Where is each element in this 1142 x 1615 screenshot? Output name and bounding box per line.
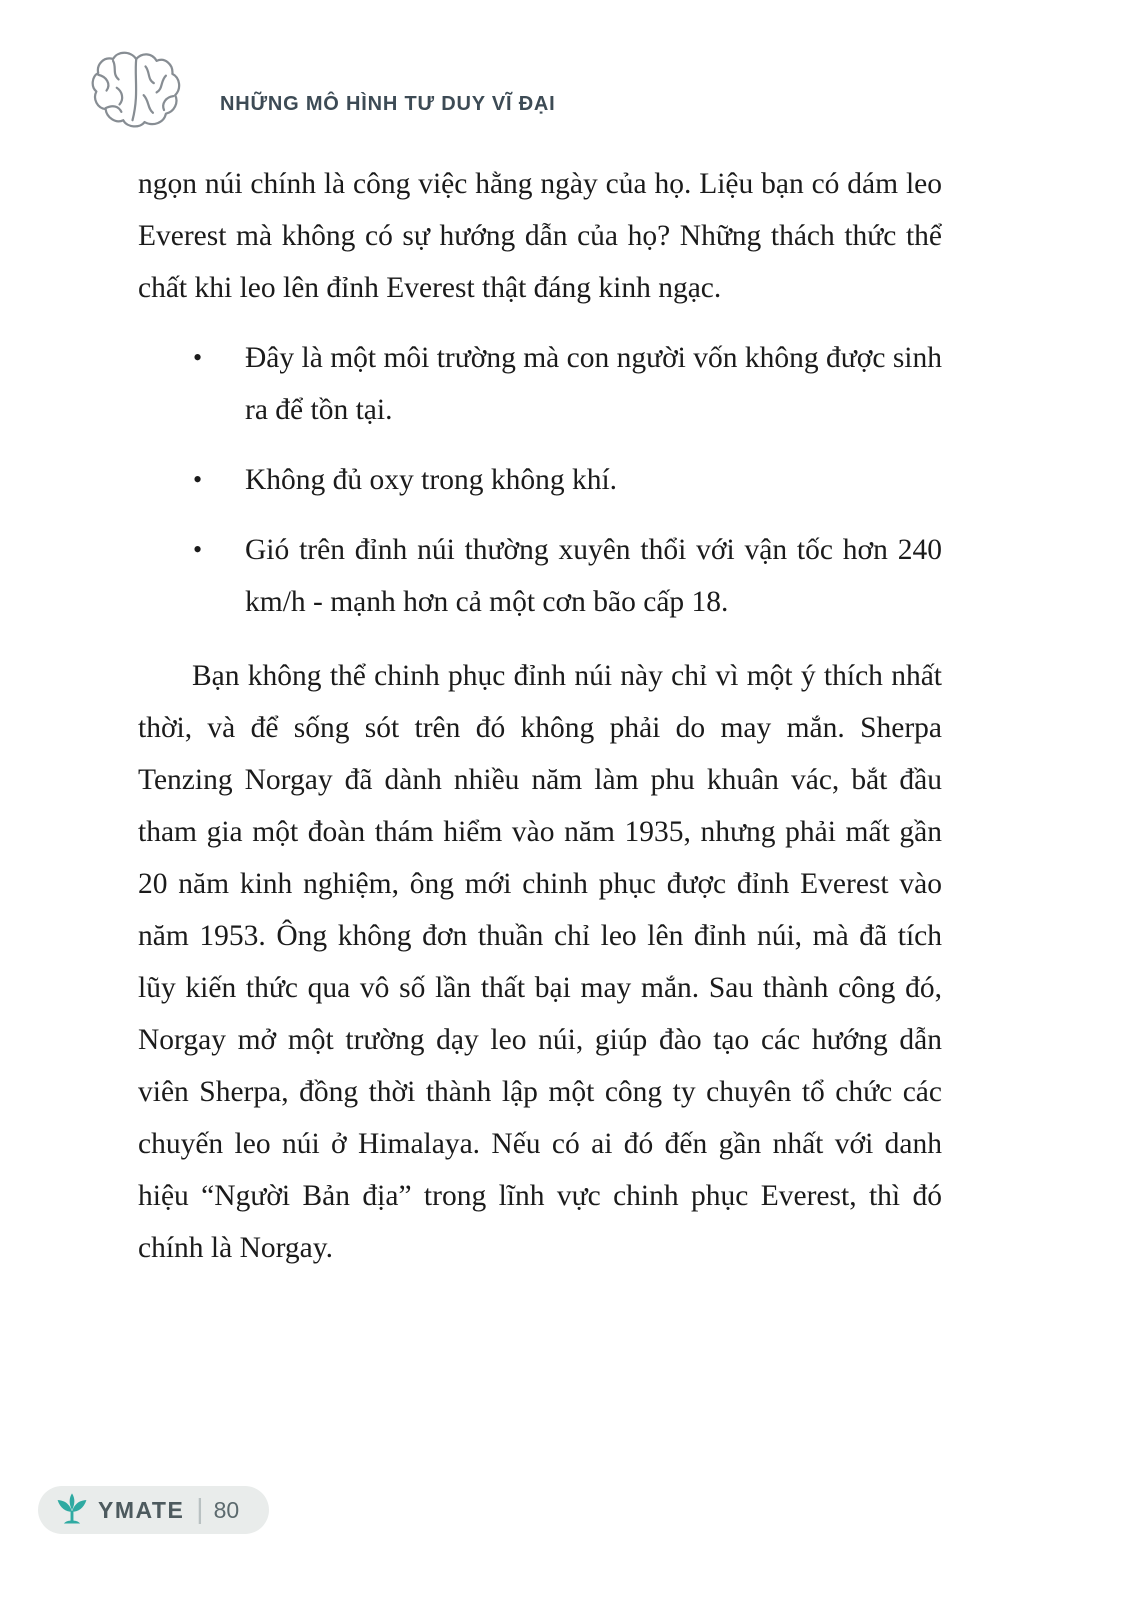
bullet-marker: • [193, 535, 203, 564]
brand-label: YMATE [98, 1496, 185, 1523]
paragraph: ngọn núi chính là công việc hằng ngày của họ. Liệu bạn có dám leo Everest mà không có sự hướng dẫn của họ? Những thách thức thể chất khi leo lên đỉnh Everest thật đáng kinh ngạc. [138, 168, 942, 304]
page-header-title: NHỮNG MÔ HÌNH TƯ DUY VĨ ĐẠI [220, 92, 556, 115]
brain-icon [88, 46, 190, 136]
page-number: 80 [213, 1496, 240, 1523]
bullet-list [138, 332, 942, 628]
bullet-marker: • [193, 343, 203, 372]
bullet-text: Gió trên đỉnh núi thường xuyên thổi với vận tốc hơn 240 km/h - mạnh hơn cả một cơn bão cấp 18. [245, 534, 942, 618]
bullet-text: Không đủ oxy trong không khí. [245, 464, 618, 496]
bullet-item [138, 524, 942, 628]
paragraph: Bạn không thể chinh phục đỉnh núi này chỉ vì một ý thích nhất thời, và để sống sót trên đó không phải do may mắn. Sherpa Tenzing Norgay đã dành nhiều năm làm phu khuân vác, bắt đầu tham gia một đoàn thám hiểm vào năm 1935, nhưng phải mất gần 20 năm kinh nghiệm, ông mới chinh phục được đỉnh Everest vào năm 1953. Ông không đơn thuần chỉ leo lên đỉnh núi, mà đã tích lũy kiến thức qua vô số lần thất bại may mắn. Sau thành công đó, Norgay mở một trường dạy leo núi, giúp đào tạo các hướng dẫn viên Sherpa, đồng thời thành lập một công ty chuyên tổ chức các chuyến leo núi ở Himalaya. Nếu có ai đó đến gần nhất với danh hiệu “Người Bản địa” trong lĩnh vực chinh phục Everest, thì đó chính là Norgay. [138, 660, 942, 1264]
footer [38, 1486, 269, 1534]
body-text [138, 158, 942, 1274]
page-header [88, 46, 556, 136]
bullet-item [138, 332, 942, 436]
footer-divider: | [196, 1493, 204, 1524]
bullet-item [138, 454, 942, 506]
bullet-marker: • [193, 465, 203, 494]
bullet-text: Đây là một môi trường mà con người vốn không được sinh ra để tồn tại. [245, 342, 942, 426]
ymate-logo-icon [54, 1492, 90, 1528]
